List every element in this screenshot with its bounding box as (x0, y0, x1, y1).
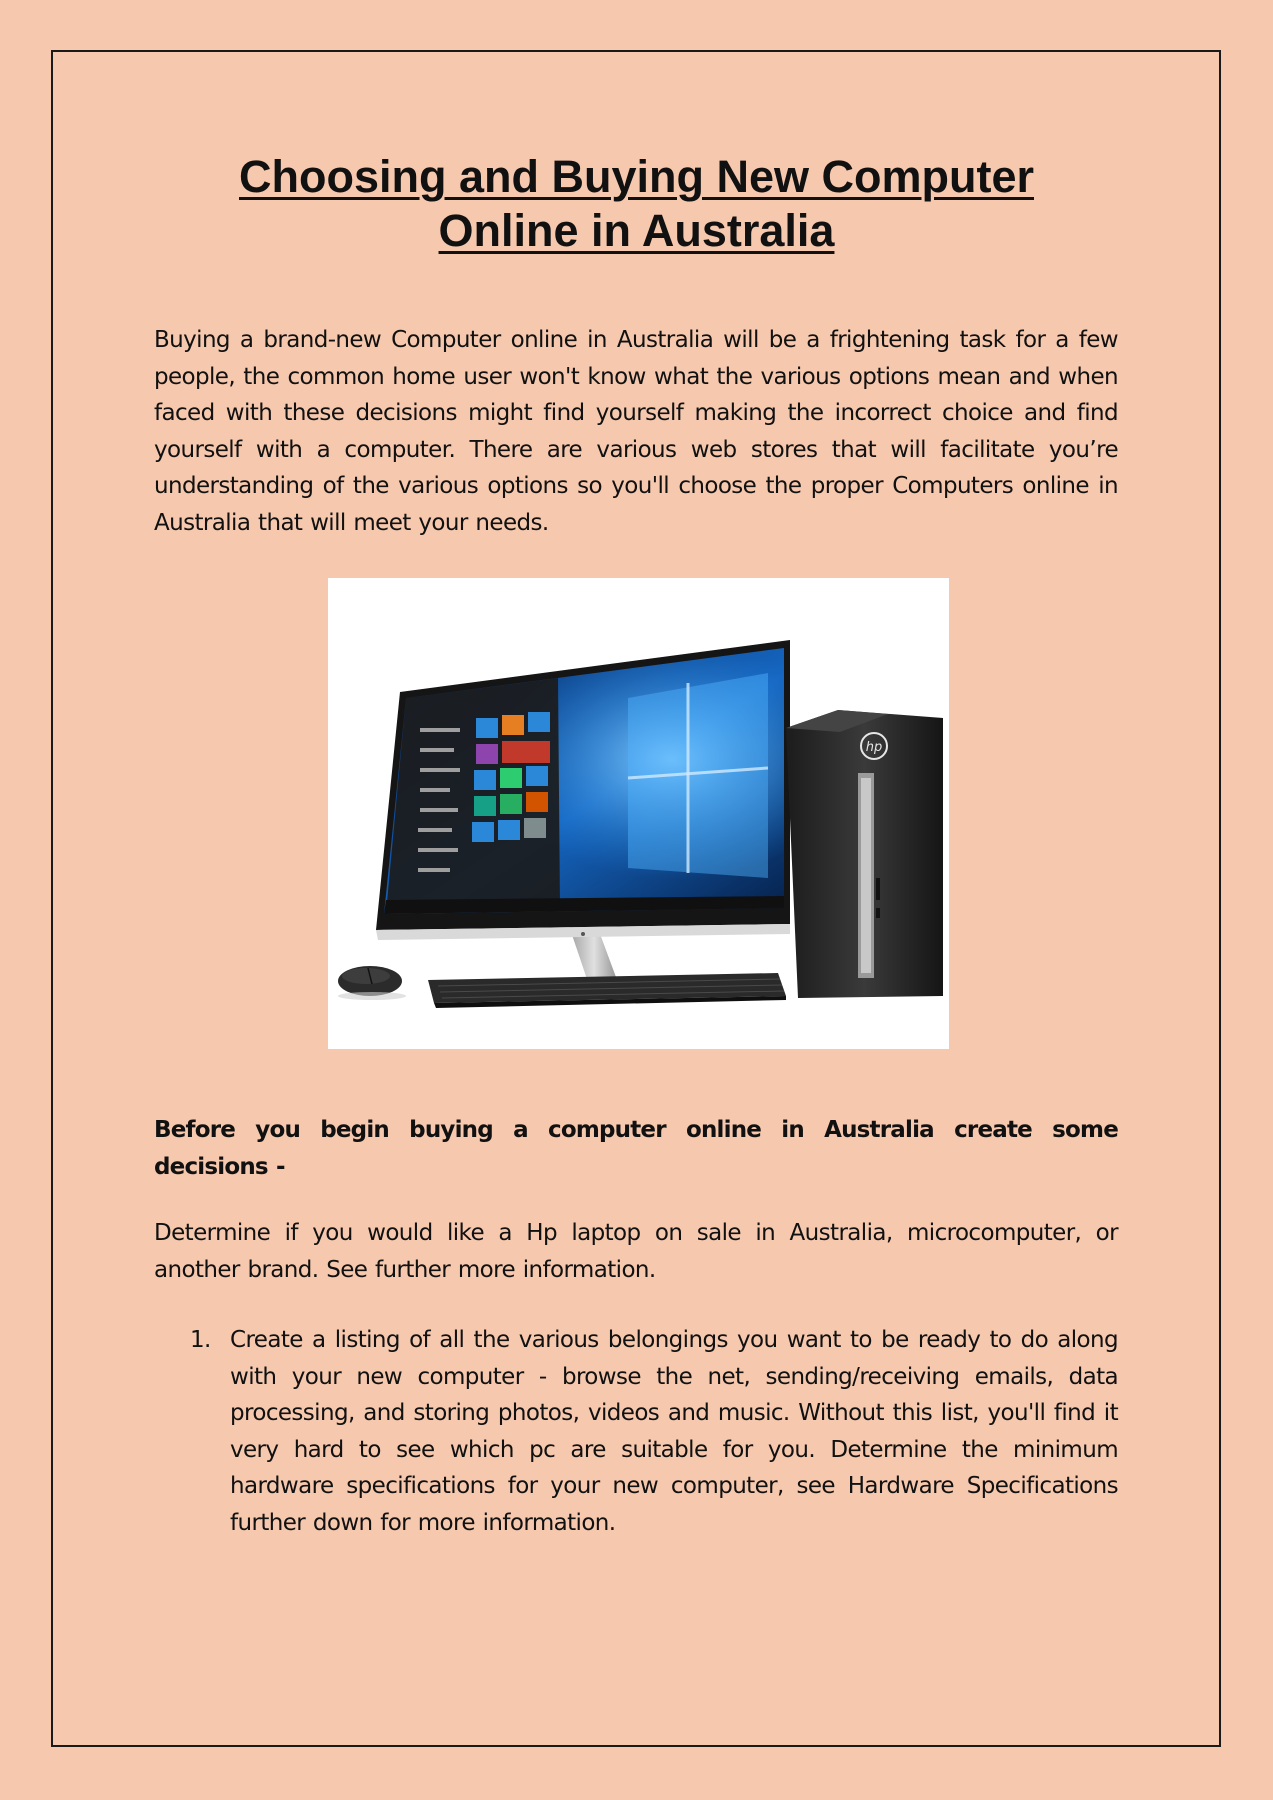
title-line-2: Online in Australia (438, 205, 835, 256)
desktop-computer-photo (328, 578, 949, 1049)
pc-tower-icon (786, 710, 943, 998)
keyboard-icon (428, 973, 786, 1008)
list-item-number: 1. (190, 1327, 211, 1353)
steps-list (154, 1322, 1118, 1541)
intro-paragraph: Buying a brand-new Computer online in Australia will be a frightening task for a few people, the common home user won't know what the various options mean and when faced with these decisions might find yourself making the incorrect choice and find yourself with a computer. There are various web stores that will facilitate you’re understanding of the various options so you'll choose the proper Computers online in Australia that will meet your needs. (154, 327, 1118, 536)
list-item (154, 1322, 1118, 1541)
page-title (0, 150, 1273, 258)
decisions-subheading: Before you begin buying a computer online in Australia create some decisions - (154, 1117, 1118, 1180)
determine-paragraph: Determine if you would like a Hp laptop on sale in Australia, microcomputer, or another brand. See further more information. (154, 1220, 1118, 1283)
hp-logo: hp (865, 740, 883, 755)
monitor-icon (376, 640, 790, 997)
list-item-text: Create a listing of all the various belongings you want to be ready to do along with your new computer - browse the net, sending/receiving emails, data processing, and storing photos, videos and music. Without this list, you'll find it very hard to see which pc are suitable for you. Determine the minimum hardware specifications for your new computer, see Hardware Specifications further down for more information. (230, 1327, 1118, 1536)
title-line-1: Choosing and Buying New Computer (239, 151, 1034, 202)
mouse-icon (338, 966, 406, 1000)
